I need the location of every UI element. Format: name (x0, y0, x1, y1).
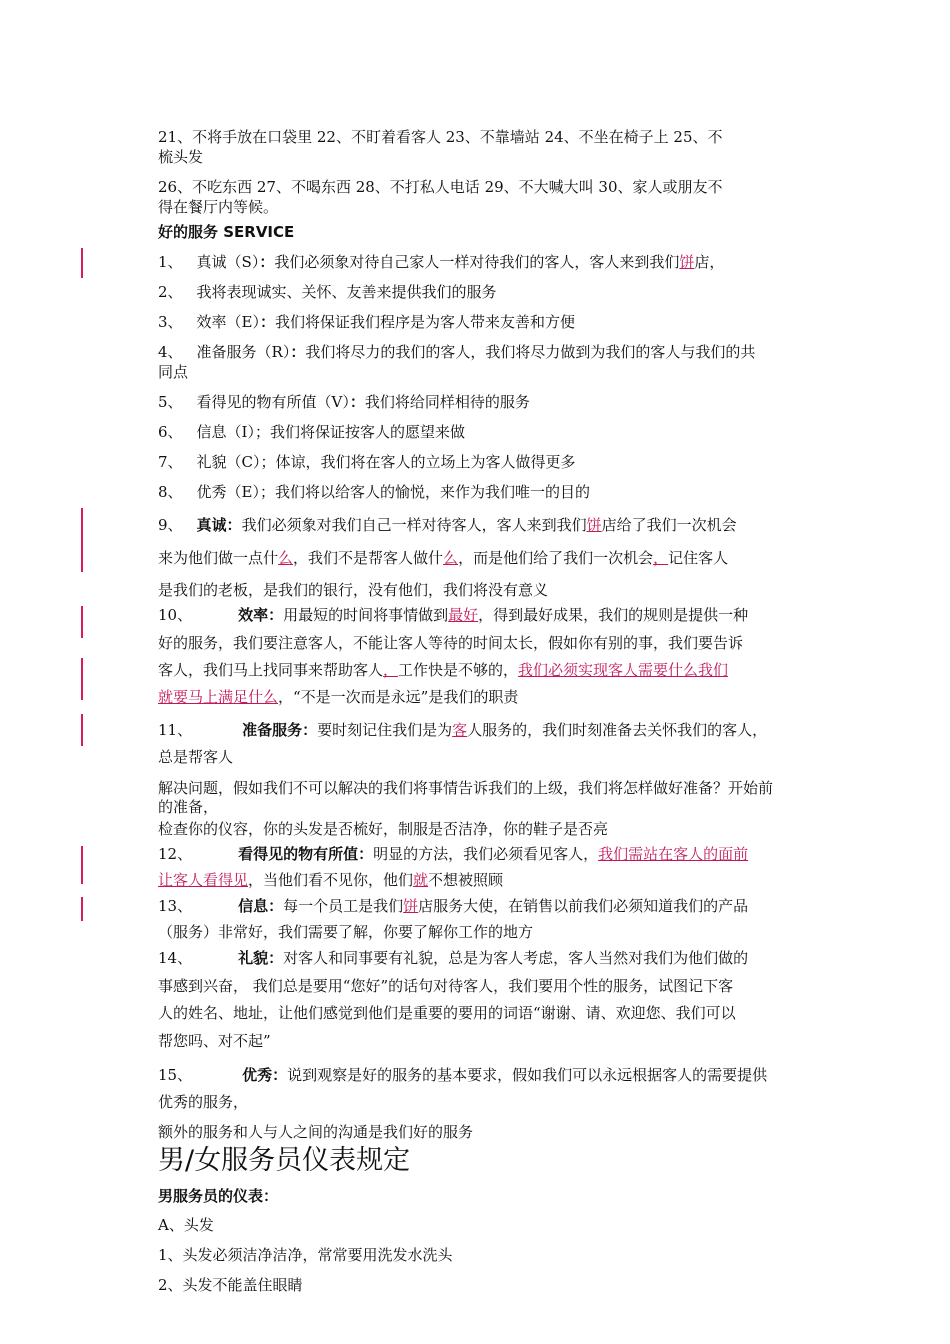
service-item-10-line4: 就要马上满足什么，“不是一次而是永远”是我们的职责 (158, 688, 519, 706)
service-item-12: 12、 看得见的物有所值：明显的方法，我们必须看见客人，我们需站在客人的面前 (158, 845, 749, 863)
service-item-9-line2: 来为他们做一点什么，我们不是帮客人做什么，而是他们给了我们一次机会，记住客人 (158, 549, 729, 567)
service-item-8: 8、 优秀（E）；我们将以给客人的愉悦，来作为我们唯一的目的 (158, 483, 591, 501)
service-item-11-line3: 解决问题，假如我们不可以解决的我们将事情告诉我们的上级，我们将怎样做好准备？开始前 (158, 779, 774, 797)
service-item-9-line3: 是我们的老板，是我们的银行，没有他们，我们将没有意义 (158, 581, 549, 599)
service-item-14-line4: 帮您吗、对不起” (158, 1032, 271, 1050)
service-item-11: 11、 准备服务：要时刻记住我们是为客人服务的，我们时刻准备去关怀我们的客人， (158, 721, 768, 739)
service-item-1: 1、 真诚（S）：我们必须象对待自己家人一样对待我们的客人，客人来到我们饼店， (158, 253, 725, 271)
male-appearance-heading: 男服务员的仪表： (158, 1187, 279, 1205)
service-item-11-line5: 检查你的仪容，你的头发是否梳好，制服是否洁净，你的鞋子是否亮 (158, 820, 609, 838)
service-item-5: 5、 看得见的物有所值（V）：我们将给同样相待的服务 (158, 393, 530, 411)
service-item-11-line4: 的准备， (158, 798, 219, 816)
change-bar (81, 846, 83, 884)
hair-rule-2: 2、头发不能盖住眼睛 (158, 1276, 303, 1294)
service-item-14-line3: 人的姓名、地址，让他们感觉到他们是重要的要用的词语“谢谢、请、欢迎您、我们可以 (158, 1004, 736, 1022)
service-item-6: 6、 信息（I）；我们将保证按客人的愿望来做 (158, 423, 465, 441)
service-item-15-line2: 优秀的服务， (158, 1093, 249, 1111)
rule-line-26-30: 26、不吃东西 27、不喝东西 28、不打私人电话 29、不大喊大叫 30、家人或朋友不 (158, 178, 723, 196)
hair-rule-1: 1、头发必须洁净洁净，常常要用洗发水洗头 (158, 1246, 453, 1264)
change-bar (81, 897, 83, 921)
service-item-13-line2: （服务）非常好，我们需要了解，你要了解你工作的地方 (158, 923, 534, 941)
service-item-3: 3、 效率（E）：我们将保证我们程序是为客人带来友善和方便 (158, 313, 576, 331)
change-bar (81, 606, 83, 638)
service-item-15-line3: 额外的服务和人与人之间的沟通是我们好的服务 (158, 1123, 474, 1141)
service-item-14: 14、 礼貌：对客人和同事要有礼貌，总是为客人考虑，客人当然对我们为他们做的 (158, 949, 749, 967)
service-item-13: 13、 信息：每一个员工是我们饼店服务大使，在销售以前我们必须知道我们的产品 (158, 897, 749, 915)
service-item-4: 4、 准备服务（R）：我们将尽力的我们的客人，我们将尽力做到为我们的客人与我们的共 (158, 343, 756, 361)
service-item-9: 9、 真诚：我们必须象对我们自己一样对待客人，客人来到我们饼店给了我们一次机会 (158, 516, 737, 534)
service-item-10-line3: 客人，我们马上找同事来帮助客人，工作快是不够的，我们必须实现客人需要什么我们 (158, 661, 729, 679)
service-item-14-line2: 事感到兴奋， 我们总是要用“您好”的话句对待客人，我们要用个性的服务，试图记下客 (158, 977, 734, 995)
service-item-11-line2: 总是帮客人 (158, 748, 234, 766)
service-item-10-line2: 好的服务，我们要注意客人，不能让客人等待的时间太长，假如你有别的事，我们要告诉 (158, 634, 744, 652)
service-heading: 好的服务 SERVICE (158, 223, 295, 241)
service-item-7: 7、 礼貌（C）；体谅，我们将在客人的立场上为客人做得更多 (158, 453, 576, 471)
rule-line-21-25: 21、不将手放在口袋里 22、不盯着看客人 23、不靠墙站 24、不坐在椅子上 25、不 (158, 128, 723, 146)
service-item-15: 15、 优秀：说到观察是好的服务的基本要求，假如我们可以永远根据客人的需要提供 (158, 1066, 768, 1084)
service-item-10: 10、 效率：用最短的时间将事情做到最好，得到最好成果，我们的规则是提供一种 (158, 606, 749, 624)
service-item-12-line2: 让客人看得见，当他们看不见你，他们就不想被照顾 (158, 871, 504, 889)
service-item-4-cont: 同点 (158, 363, 189, 381)
change-bar (81, 248, 83, 278)
rule-line-21-25-cont: 梳头发 (158, 148, 204, 166)
service-item-2: 2、 我将表现诚实、关怀、友善来提供我们的服务 (158, 283, 497, 301)
change-bar (81, 658, 83, 700)
change-bar (81, 714, 83, 746)
hair-label: A、头发 (158, 1216, 214, 1234)
section-title: 男/女服务员仪表规定 (158, 1145, 411, 1176)
change-bar (81, 508, 83, 572)
rule-line-26-30-cont: 得在餐厅内等候。 (158, 198, 279, 216)
